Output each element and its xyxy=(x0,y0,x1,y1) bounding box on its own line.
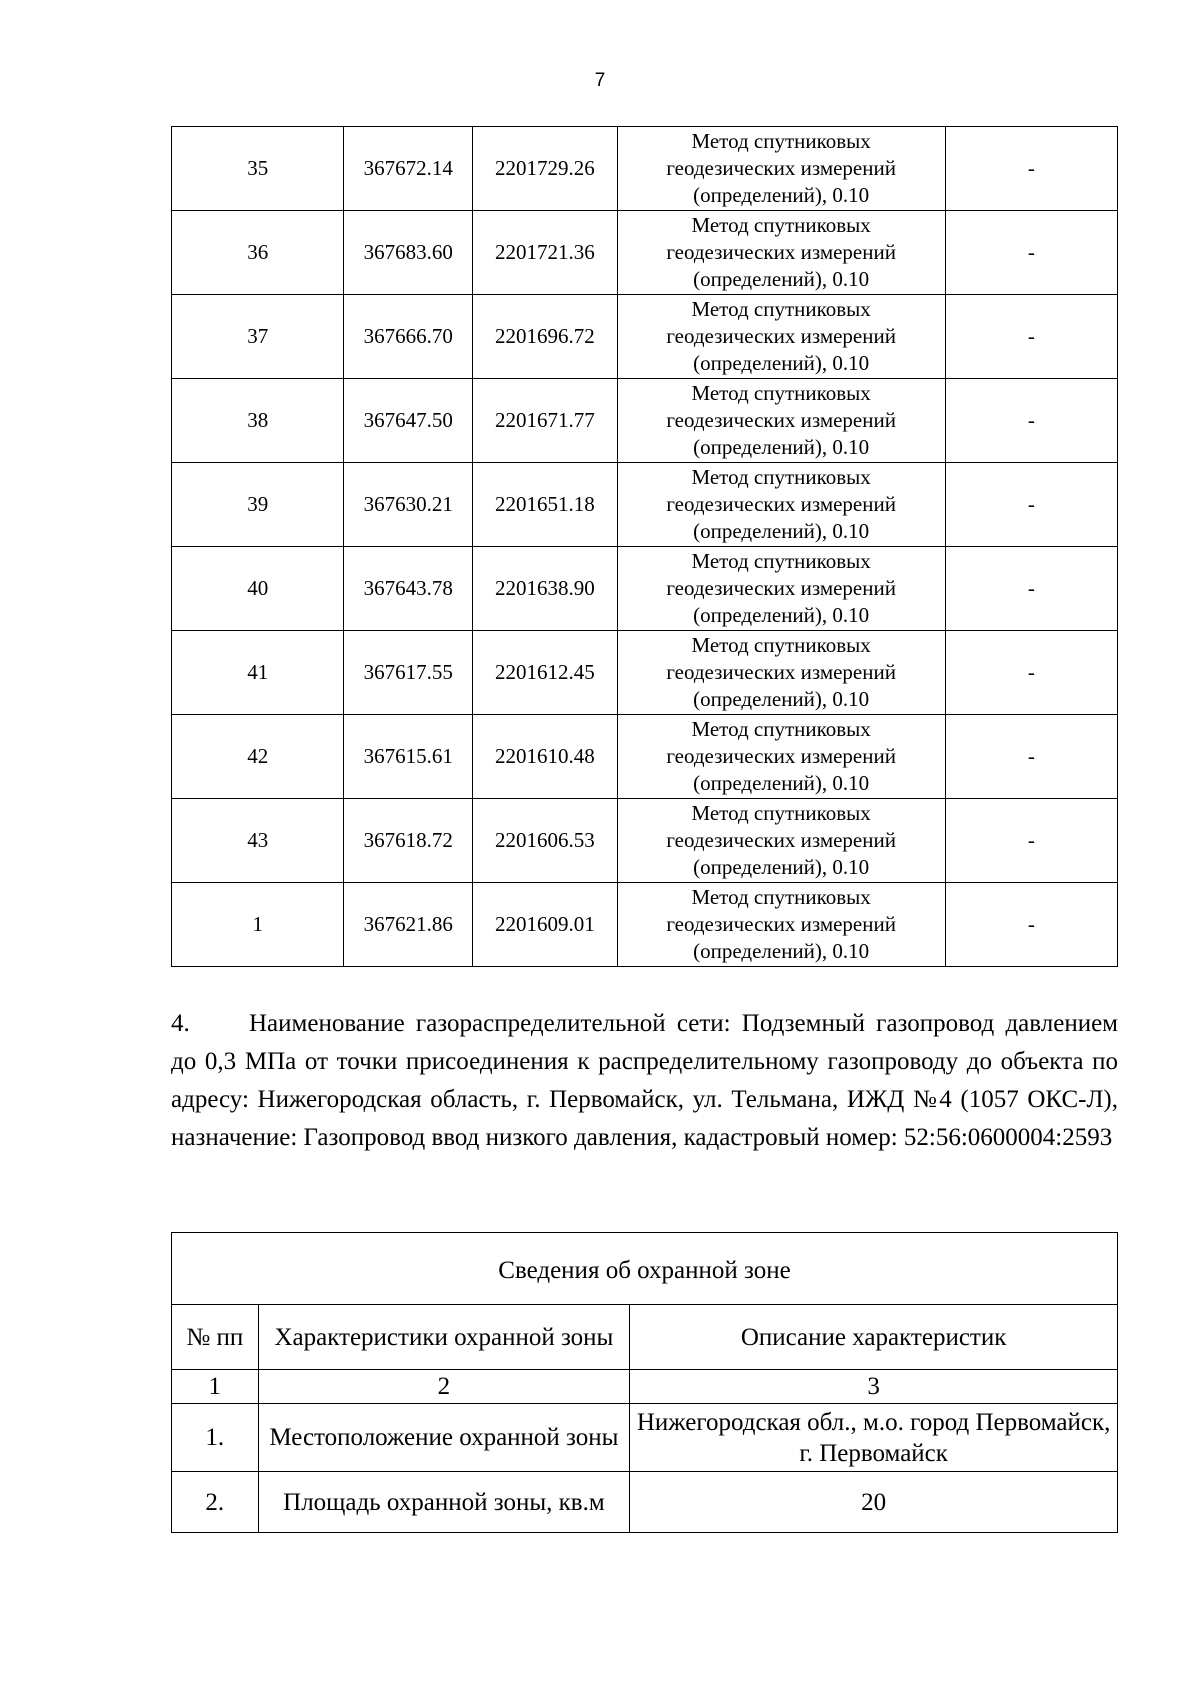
method-line: Метод спутниковых xyxy=(691,465,871,489)
zone-table-title-row xyxy=(172,1233,1118,1305)
section-4-paragraph xyxy=(171,1005,1118,1157)
point-number-cell: 41 xyxy=(172,631,344,715)
y-coordinate-cell: 2201721.36 xyxy=(473,211,618,295)
method-line: Метод спутниковых xyxy=(691,801,871,825)
point-number-cell: 36 xyxy=(172,211,344,295)
x-coordinate-cell: 367617.55 xyxy=(344,631,473,715)
coordinates-table xyxy=(171,126,1118,967)
point-number-cell: 43 xyxy=(172,799,344,883)
zone-table-row xyxy=(172,1472,1118,1533)
y-coordinate-cell: 2201651.18 xyxy=(473,463,618,547)
point-number-cell: 37 xyxy=(172,295,344,379)
method-line: (определений), 0.10 xyxy=(693,939,870,963)
method-line: геодезических измерений xyxy=(666,240,896,264)
method-line: Метод спутниковых xyxy=(691,129,871,153)
method-line: Метод спутниковых xyxy=(691,885,871,909)
zone-index-1: 1 xyxy=(172,1370,259,1404)
zone-row-characteristic: Местоположение охранной зоны xyxy=(258,1404,630,1472)
note-cell: - xyxy=(945,631,1117,715)
y-coordinate-cell: 2201612.45 xyxy=(473,631,618,715)
method-line: (определений), 0.10 xyxy=(693,855,870,879)
zone-table-header-row xyxy=(172,1305,1118,1370)
method-line: (определений), 0.10 xyxy=(693,687,870,711)
section-number: 4. xyxy=(171,1010,190,1037)
note-cell: - xyxy=(945,127,1117,211)
point-number-cell: 39 xyxy=(172,463,344,547)
method-line: геодезических измерений xyxy=(666,660,896,684)
coordinates-row xyxy=(172,379,1118,463)
method-line: (определений), 0.10 xyxy=(693,183,870,207)
y-coordinate-cell: 2201696.72 xyxy=(473,295,618,379)
method-line: геодезических измерений xyxy=(666,492,896,516)
method-line: Метод спутниковых xyxy=(691,549,871,573)
method-line: (определений), 0.10 xyxy=(693,771,870,795)
method-line: Метод спутниковых xyxy=(691,633,871,657)
zone-row-characteristic: Площадь охранной зоны, кв.м xyxy=(258,1472,630,1533)
x-coordinate-cell: 367621.86 xyxy=(344,883,473,967)
x-coordinate-cell: 367615.61 xyxy=(344,715,473,799)
method-line: (определений), 0.10 xyxy=(693,519,870,543)
point-number-cell: 42 xyxy=(172,715,344,799)
method-cell xyxy=(617,631,945,715)
note-cell: - xyxy=(945,799,1117,883)
x-coordinate-cell: 367643.78 xyxy=(344,547,473,631)
method-cell xyxy=(617,127,945,211)
zone-row-number: 2. xyxy=(172,1472,259,1533)
method-line: геодезических измерений xyxy=(666,324,896,348)
note-cell: - xyxy=(945,715,1117,799)
coordinates-row xyxy=(172,715,1118,799)
zone-row-number: 1. xyxy=(172,1404,259,1472)
method-line: (определений), 0.10 xyxy=(693,603,870,627)
note-cell: - xyxy=(945,211,1117,295)
method-line: геодезических измерений xyxy=(666,156,896,180)
method-cell xyxy=(617,211,945,295)
coordinates-row xyxy=(172,127,1118,211)
zone-index-2: 2 xyxy=(258,1370,630,1404)
method-line: геодезических измерений xyxy=(666,828,896,852)
coordinates-row xyxy=(172,547,1118,631)
point-number-cell: 40 xyxy=(172,547,344,631)
coordinates-row xyxy=(172,631,1118,715)
y-coordinate-cell: 2201638.90 xyxy=(473,547,618,631)
y-coordinate-cell: 2201606.53 xyxy=(473,799,618,883)
page-number: 7 xyxy=(594,70,606,91)
method-line: геодезических измерений xyxy=(666,744,896,768)
method-line: Метод спутниковых xyxy=(691,381,871,405)
zone-row-description: Нижегородская обл., м.о. город Первомайск, г. Первомайск xyxy=(630,1404,1118,1472)
note-cell: - xyxy=(945,547,1117,631)
x-coordinate-cell: 367666.70 xyxy=(344,295,473,379)
coordinates-row xyxy=(172,463,1118,547)
coordinates-row xyxy=(172,211,1118,295)
protection-zone-table xyxy=(171,1232,1118,1533)
method-line: Метод спутниковых xyxy=(691,717,871,741)
point-number-cell: 38 xyxy=(172,379,344,463)
method-cell xyxy=(617,883,945,967)
method-cell xyxy=(617,799,945,883)
y-coordinate-cell: 2201729.26 xyxy=(473,127,618,211)
method-line: (определений), 0.10 xyxy=(693,267,870,291)
x-coordinate-cell: 367647.50 xyxy=(344,379,473,463)
point-number-cell: 35 xyxy=(172,127,344,211)
note-cell: - xyxy=(945,463,1117,547)
section-text: Наименование газораспределительной сети: Подземный газопровод давлением до 0,3 МПа от точки присоединения к распределительному газопроводу до объекта по адресу: Нижегородская область, г. Первомайск, ул. Тельмана, ИЖД №4 (1057 ОКС-Л), назначение: Газопровод ввод низкого давления, кадастровый номер: 52:56:0600004:2593 xyxy=(171,1010,1118,1151)
point-number-cell: 1 xyxy=(172,883,344,967)
note-cell: - xyxy=(945,295,1117,379)
method-cell xyxy=(617,715,945,799)
method-line: геодезических измерений xyxy=(666,408,896,432)
zone-table-title: Сведения об охранной зоне xyxy=(172,1233,1118,1305)
x-coordinate-cell: 367672.14 xyxy=(344,127,473,211)
note-cell: - xyxy=(945,883,1117,967)
method-line: геодезических измерений xyxy=(666,912,896,936)
zone-header-characteristic: Характеристики охранной зоны xyxy=(258,1305,630,1370)
zone-table-row xyxy=(172,1404,1118,1472)
coordinates-row xyxy=(172,799,1118,883)
method-cell xyxy=(617,295,945,379)
method-cell xyxy=(617,379,945,463)
y-coordinate-cell: 2201671.77 xyxy=(473,379,618,463)
note-cell: - xyxy=(945,379,1117,463)
method-line: (определений), 0.10 xyxy=(693,435,870,459)
zone-table-index-row xyxy=(172,1370,1118,1404)
coordinates-row xyxy=(172,295,1118,379)
method-line: геодезических измерений xyxy=(666,576,896,600)
method-line: Метод спутниковых xyxy=(691,297,871,321)
y-coordinate-cell: 2201609.01 xyxy=(473,883,618,967)
x-coordinate-cell: 367618.72 xyxy=(344,799,473,883)
y-coordinate-cell: 2201610.48 xyxy=(473,715,618,799)
method-line: Метод спутниковых xyxy=(691,213,871,237)
zone-row-description: 20 xyxy=(630,1472,1118,1533)
zone-index-3: 3 xyxy=(630,1370,1118,1404)
zone-header-number: № пп xyxy=(172,1305,259,1370)
method-cell xyxy=(617,463,945,547)
coordinates-row xyxy=(172,883,1118,967)
method-cell xyxy=(617,547,945,631)
x-coordinate-cell: 367683.60 xyxy=(344,211,473,295)
x-coordinate-cell: 367630.21 xyxy=(344,463,473,547)
zone-header-description: Описание характеристик xyxy=(630,1305,1118,1370)
method-line: (определений), 0.10 xyxy=(693,351,870,375)
